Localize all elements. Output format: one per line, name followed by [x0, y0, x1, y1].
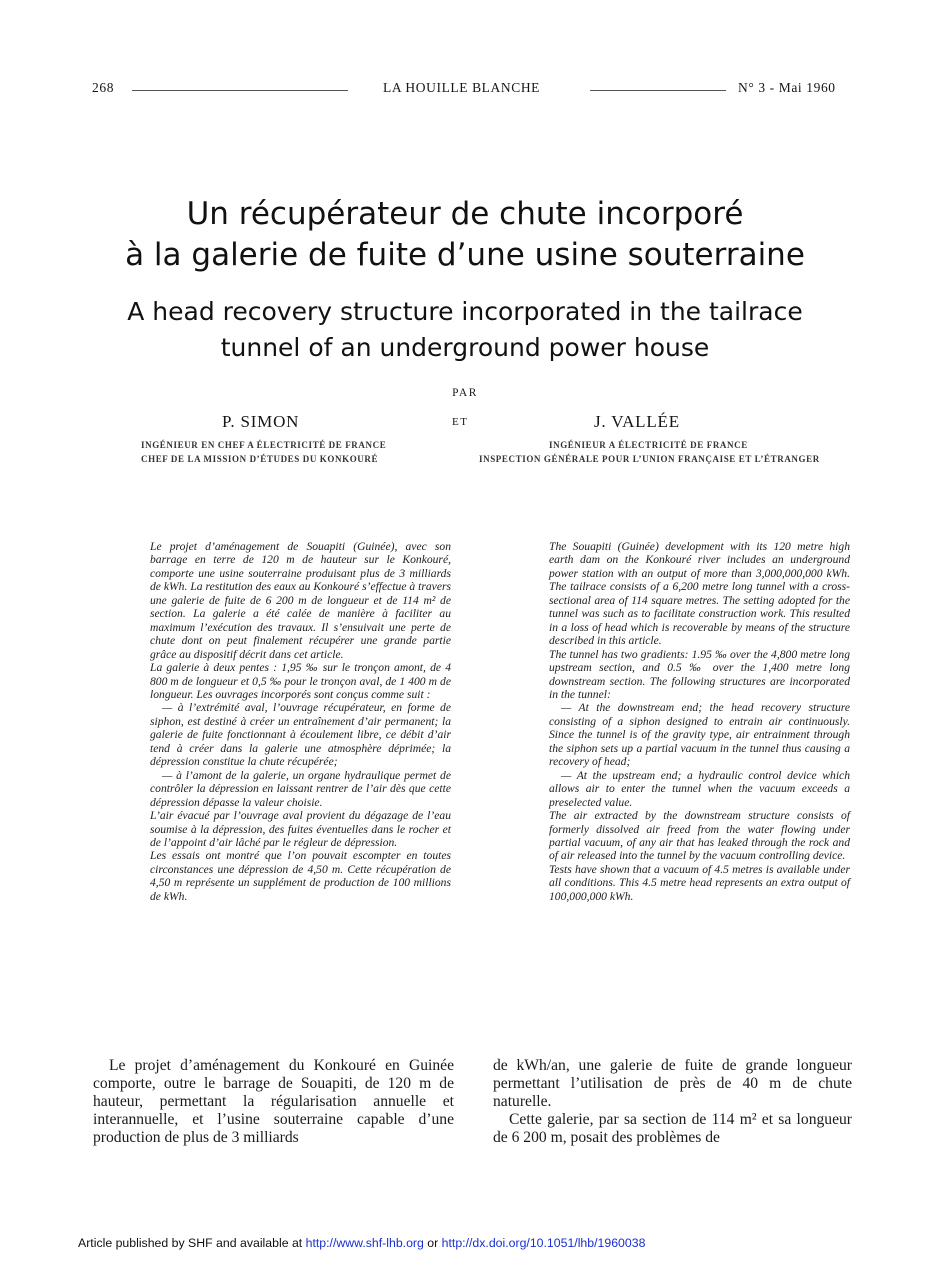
title-english-line2: tunnel of an underground power house	[220, 333, 710, 362]
author2-name: J. VALLÉE	[594, 412, 680, 431]
body-column-left	[93, 1057, 454, 1147]
abstract-fr-paragraph: — à l’amont de la galerie, un organe hydraulique permet de contrôler la dépression en laissant rentrer de l’air dès que cette dépression dépasse la valeur choisie.	[150, 768, 451, 809]
abstract-french	[150, 540, 451, 903]
body-paragraph: de kWh/an, une galerie de fuite de grande longueur permettant l’utilisation de près de 40 m de chute naturelle.	[493, 1057, 852, 1110]
title-english	[60, 294, 870, 366]
abstract-english	[549, 540, 850, 903]
header-rule-left	[132, 90, 348, 91]
footer-middle: or	[423, 1236, 442, 1250]
abstract-fr-paragraph: — à l’extrémité aval, l’ouvrage récupérateur, en forme de siphon, est destiné à créer un entraînement d’air permanent; la galerie de fuite fonctionnant à écoulement libre, ce débit d’air tend à créer dans la galerie une atmosphère déprimée; la dépression constitue la chute récupérée;	[150, 701, 451, 769]
abstract-en-paragraph: The tunnel has two gradients: 1.95 ‰ over the 4,800 metre long upstream section, and 0.5 ‰ over the 1,400 metre long downstream section. The following structures are incorporated in the tunnel:	[549, 647, 850, 701]
abstract-en-paragraph: The air extracted by the downstream structure consists of formerly dissolved air freed from the water flowing under partial vacuum, of any air that has leaked through the rock and of air released into the tunnel by the vacuum controlling device.	[549, 809, 850, 863]
title-english-line1: A head recovery structure incorporated in the tailrace	[127, 297, 803, 326]
publication-footer	[78, 1236, 645, 1250]
abstract-fr-paragraph: L’air évacué par l’ouvrage aval provient du dégazage de l’eau soumise à la dépression, des fuites éventuelles dans le rocher et de l’appoint d’air lâché par le régleur de dépression.	[150, 809, 451, 849]
author2-affiliation-line1: INGÉNIEUR A ÉLECTRICITÉ DE FRANCE	[549, 440, 748, 450]
journal-name: LA HOUILLE BLANCHE	[383, 80, 541, 95]
abstract-fr-paragraph: Les essais ont montré que l’on pouvait escompter en toutes circonstances une dépression de 4,50 m. Cette récupération de 4,50 m représente un supplément de production de 100 millions de kWh.	[150, 849, 451, 903]
abstract-en-paragraph: The Souapiti (Guinée) development with its 120 metre high earth dam on the Konkouré river includes an underground power station with an output of more than 3,000,000,000 kWh. The tailrace consists of a 6,200 metre long tunnel with a cross-sectional area of 114 square metres. The setting adopted for the tunnel was such as to facilitate construction work. This resulted in a loss of head which is recoverable by means of the structure described in this article.	[549, 540, 850, 648]
abstract-en-paragraph: Tests have shown that a vacuum of 4.5 metres is available under all conditions. This 4.5 metre head represents an extra output of 100,000,000 kWh.	[549, 862, 850, 903]
issue-info: N° 3 - Mai 1960	[738, 80, 836, 95]
byline-par: PAR	[452, 387, 478, 399]
body-column-right	[493, 1057, 852, 1147]
author1-affiliation-line1: INGÉNIEUR EN CHEF A ÉLECTRICITÉ DE FRANCE	[141, 440, 387, 450]
title-french-line1: Un récupérateur de chute incorporé	[186, 196, 744, 232]
author1-name: P. SIMON	[222, 412, 300, 431]
body-paragraph: Le projet d’aménagement du Konkouré en Guinée comporte, outre le barrage de Souapiti, de 120 m de hauteur, permettant la régularisation annuelle et interannuelle, et l’usine souterraine capable d’une production de plus de 3 milliards	[93, 1057, 454, 1146]
footer-link-shf[interactable]: http://www.shf-lhb.org	[305, 1236, 424, 1250]
footer-link-doi[interactable]: http://dx.doi.org/10.1051/lhb/1960038	[441, 1236, 646, 1250]
abstract-fr-paragraph: La galerie à deux pentes : 1,95 ‰ sur le tronçon amont, de 4 800 m de longueur et 0,5 ‰ pour le tronçon aval, de 1 400 m de longueur. Les ouvrages incorporés sont conçus comme suit :	[150, 661, 451, 701]
body-paragraph: Cette galerie, par sa section de 114 m² et sa longueur de 6 200 m, posait des problèmes de	[493, 1110, 852, 1146]
author1-affiliation-line2: CHEF DE LA MISSION D’ÉTUDES DU KONKOURÉ	[141, 454, 379, 464]
author2-affiliation-line2: INSPECTION GÉNÉRALE POUR L’UNION FRANÇAISE ET L’ÉTRANGER	[479, 454, 820, 464]
page-number: 268	[92, 80, 115, 95]
byline-et: ET	[452, 416, 469, 428]
abstract-fr-paragraph: Le projet d’aménagement de Souapiti (Guinée), avec son barrage en terre de 120 m de hauteur sur le Konkouré, comporte une usine souterraine produisant plus de 3 milliards de kWh. La restitution des eaux au Konkouré s’effectue à travers une galerie de fuite de 6 200 m de longueur et de 114 m² de section. La galerie a été calée de manière à faciliter au maximum l’exécution des travaux. Il s’ensuivait une perte de chute dont on peut finalement récupérer une grande partie grâce au dispositif décrit dans cet article.	[150, 540, 451, 661]
abstract-en-paragraph: — At the downstream end; the head recovery structure consisting of a siphon designed to entrain air continuously. Since the tunnel is of the gravity type, air entrainment through the siphon sets up a partial vacuum in the tunnel thus causing a recovery of head;	[549, 701, 850, 769]
title-french-line2: à la galerie de fuite d’une usine souterraine	[125, 237, 805, 273]
header-rule-right	[590, 90, 726, 91]
title-french	[60, 194, 870, 276]
abstract-en-paragraph: — At the upstream end; a hydraulic control device which allows air to enter the tunnel when the vacuum exceeds a preselected value.	[549, 768, 850, 809]
footer-prefix: Article published by SHF and available at	[78, 1236, 306, 1250]
